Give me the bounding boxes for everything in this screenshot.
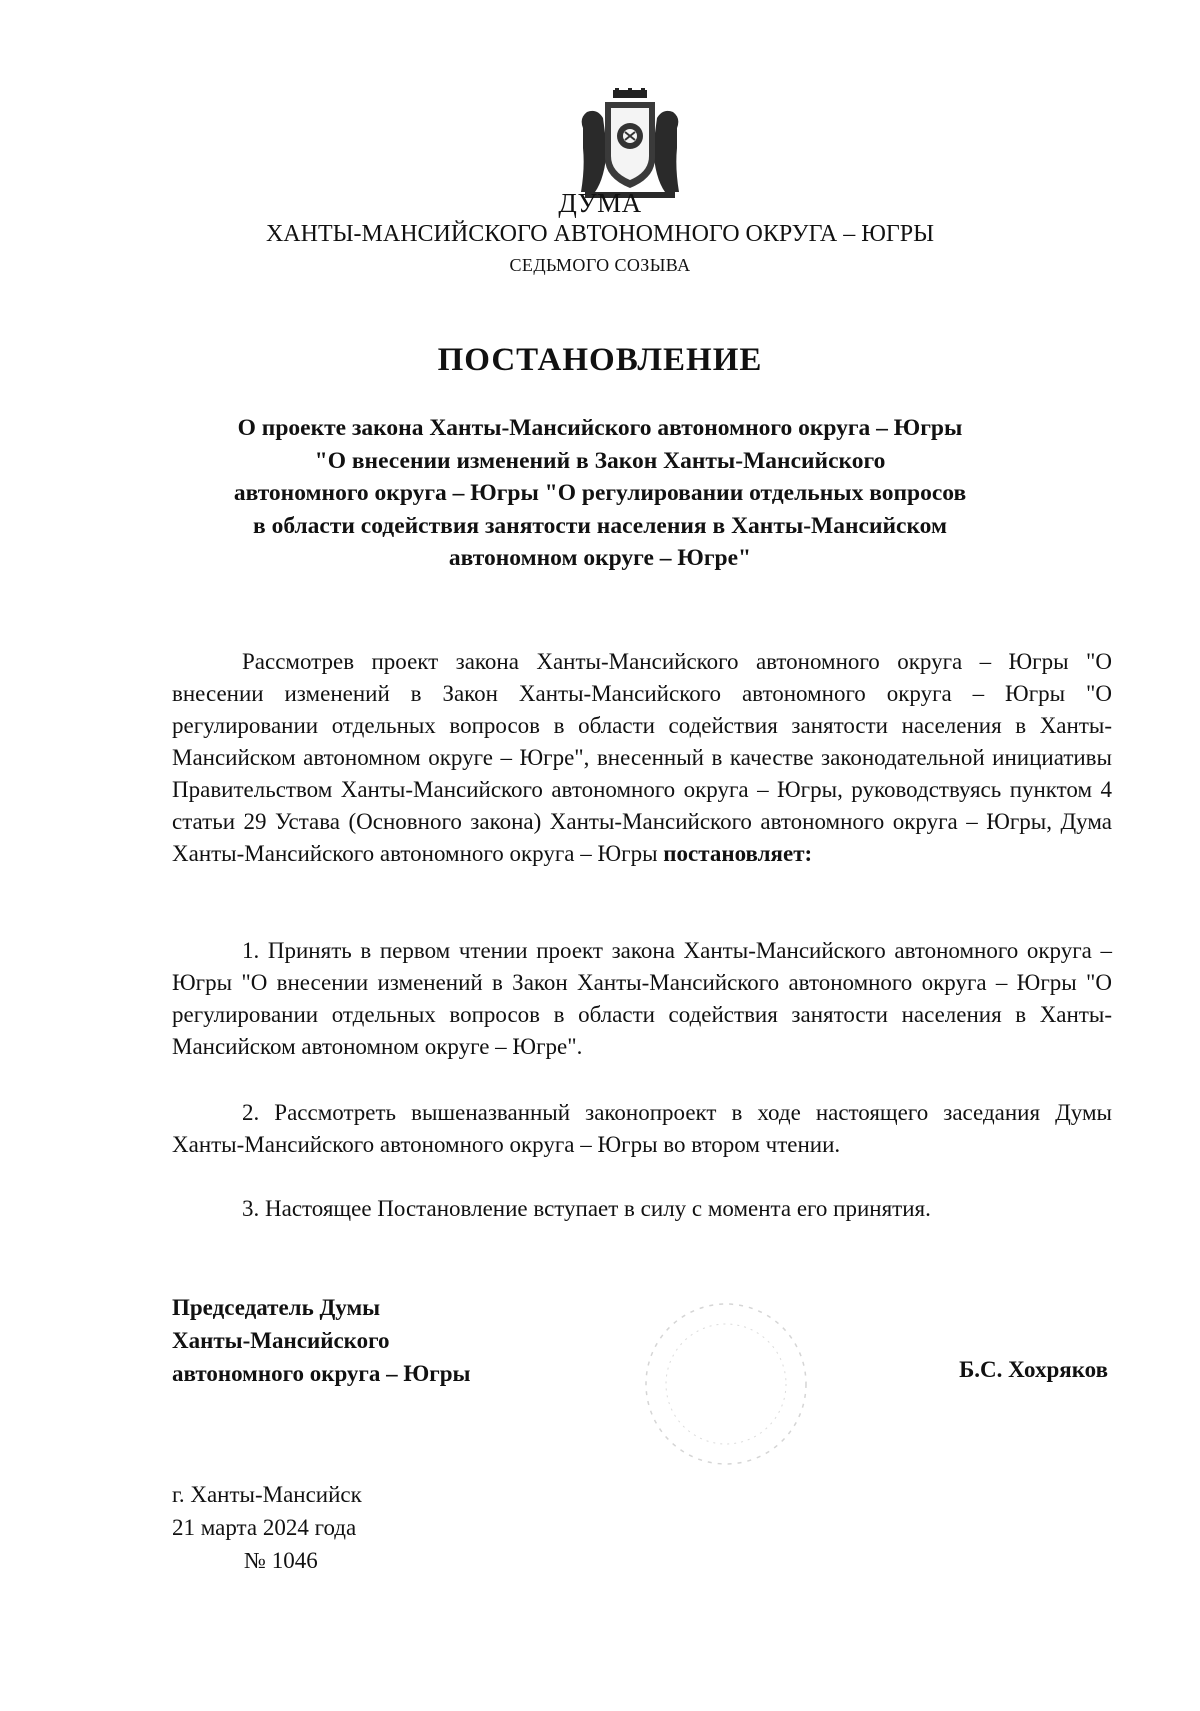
- subject-line: О проекте закона Ханты-Мансийского автономного округа – Югры: [237, 415, 963, 441]
- signatory-name: Б.С. Хохряков: [959, 1357, 1108, 1382]
- org-convocation: СЕДЬМОГО СОЗЫВА: [509, 255, 691, 275]
- preamble-text: Рассмотрев проект закона Ханты-Мансийского автономного округа – Югры "О внесении изменений в Закон Ханты-Мансийского автономного округа – Югры "О регулировании отдельных вопросов в области содействия занятости населения в Ханты-Мансийском автономном округе – Югре", внесенный в качестве законодательной инициативы Правительством Ханты-Мансийского автономного округа – Югры, руководствуясь пунктом 4 статьи 29 Устава (Основного закона) Ханты-Мансийского автономного округа – Югры, Дума Ханты-Мансийского автономного округа – Югры: [172, 649, 1112, 866]
- document-number: № 1046: [244, 1548, 318, 1573]
- document-place: г. Ханты-Мансийск: [172, 1482, 362, 1507]
- signatory-title-line: Председатель Думы: [172, 1295, 381, 1320]
- subject-line: "О внесении изменений в Закон Ханты-Мансийского: [314, 447, 886, 474]
- subject-line: автономном округе – Югре": [448, 545, 752, 571]
- subject-line: автономного округа – Югры "О регулировании отдельных вопросов: [233, 480, 967, 506]
- org-name: ДУМА: [558, 188, 642, 218]
- stamp-icon: [636, 1284, 816, 1484]
- resolution-item-1: 1. Принять в первом чтении проект закона Ханты-Мансийского автономного округа – Югры "О внесении изменений в Закон Ханты-Мансийского автономного округа – Югры "О регулировании отдельных вопросов в области содействия занятости населения в Ханты-Мансийском автономном округе – Югре".: [172, 938, 1112, 1059]
- org-region: ХАНТЫ-МАНСИЙСКОГО АВТОНОМНОГО ОКРУГА – ЮГРЫ: [265, 221, 935, 247]
- subject-line: в области содействия занятости населения в Ханты-Мансийском: [253, 512, 947, 539]
- coat-of-arms-icon: [575, 88, 685, 200]
- document-type: ПОСТАНОВЛЕНИЕ: [437, 342, 763, 378]
- signatory-title-line: Ханты-Мансийского: [172, 1328, 390, 1353]
- signatory-title: [172, 1291, 470, 1390]
- document-date: 21 марта 2024 года: [172, 1515, 357, 1540]
- resolution-item-3: 3. Настоящее Постановление вступает в силу с момента его принятия.: [242, 1196, 931, 1221]
- signatory-title-line: автономного округа – Югры: [172, 1361, 471, 1386]
- document-subject: [180, 412, 1020, 575]
- resolution-item-2: 2. Рассмотреть вышеназванный законопроект в ходе настоящего заседания Думы Ханты-Мансийского автономного округа – Югры во втором чтении.: [172, 1100, 1112, 1157]
- preamble-paragraph: [172, 646, 1112, 870]
- resolution-keyword: постановляет:: [663, 841, 813, 866]
